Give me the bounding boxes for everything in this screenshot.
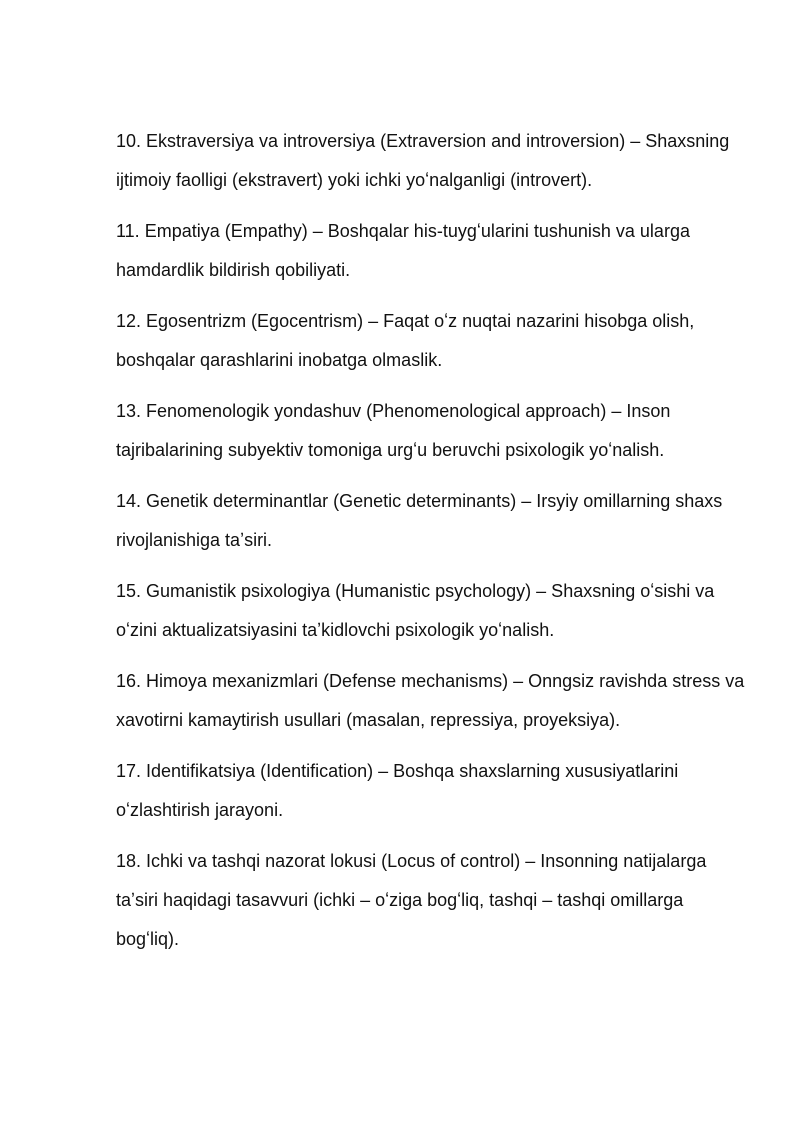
- glossary-entry-13: 13. Fenomenologik yondashuv (Phenomenological approach) – Inson tajribalarining subyektiv tomoniga urgʻu beruvchi psixologik yoʻnalish.: [116, 401, 671, 460]
- glossary-entry-12: 12. Egosentrizm (Egocentrism) – Faqat oʻz nuqtai nazarini hisobga olish, boshqalar qarashlarini inobatga olmaslik.: [116, 311, 695, 370]
- glossary-entry-10: 10. Ekstraversiya va introversiya (Extraversion and introversion) – Shaxsning ijtimoiy faolligi (ekstravert) yoki ichki yoʻnalganligi (introvert).: [116, 131, 730, 190]
- glossary-entry-18: 18. Ichki va tashqi nazorat lokusi (Locus of control) – Insonning natijalarga taʼsiri haqidagi tasavvuri (ichki – oʻziga bogʻliq, tashqi – tashqi omillarga bogʻliq).: [116, 851, 707, 949]
- glossary-entry-15: 15. Gumanistik psixologiya (Humanistic psychology) – Shaxsning oʻsishi va oʻzini aktualizatsiyasini taʼkidlovchi psixologik yoʻnalish.: [116, 581, 715, 640]
- glossary-entry-17: 17. Identifikatsiya (Identification) – Boshqa shaxslarning xususiyatlarini oʻzlashtirish jarayoni.: [116, 761, 679, 820]
- glossary-entry-14: 14. Genetik determinantlar (Genetic determinants) – Irsyiy omillarning shaxs rivojlanishiga taʼsiri.: [116, 491, 723, 550]
- glossary-entry-11: 11. Empatiya (Empathy) – Boshqalar his-tuygʻularini tushunish va ularga hamdardlik bildirish qobiliyati.: [116, 221, 690, 280]
- glossary-list: [116, 122, 746, 971]
- glossary-entry-16: 16. Himoya mexanizmlari (Defense mechanisms) – Onngsiz ravishda stress va xavotirni kamaytirish usullari (masalan, repressiya, proyeksiya).: [116, 671, 745, 730]
